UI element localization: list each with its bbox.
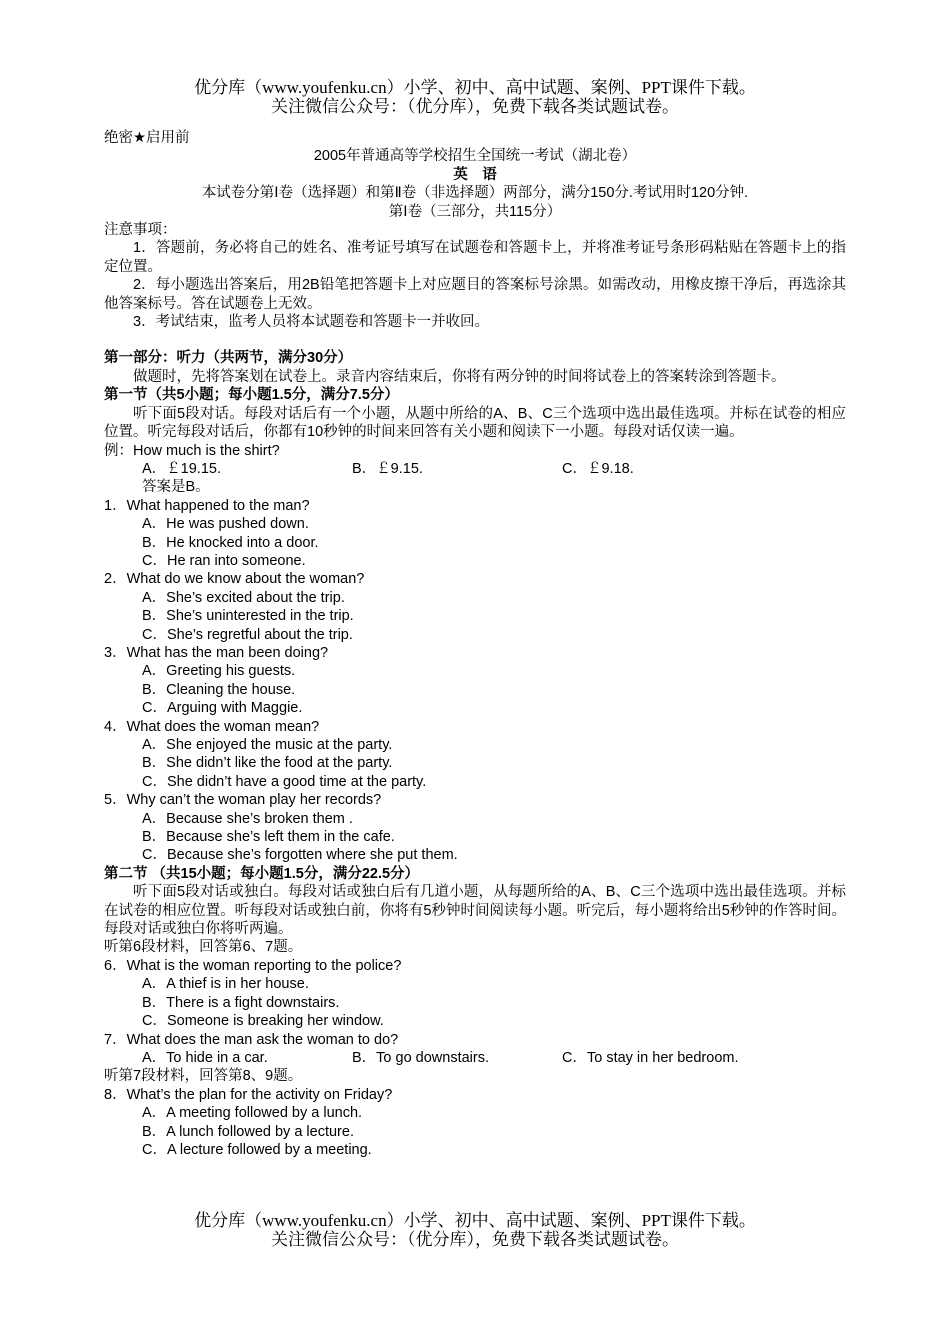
option-b: B．A lunch followed by a lecture. bbox=[142, 1123, 354, 1140]
section2-heading: 第二节 （共15小题；每小题1.5分，满分22.5分） bbox=[104, 865, 420, 882]
question-4 bbox=[104, 718, 846, 792]
option-a: A．A meeting followed by a lunch. bbox=[142, 1105, 363, 1122]
example-option-b: B．￡9.15. bbox=[352, 460, 423, 477]
page-footer bbox=[0, 1211, 950, 1249]
option-c: C．He ran into someone. bbox=[142, 552, 306, 569]
section2-intro: 听下面5段对话或独白。每段对话或独白后有几道小题，从每题所给的A、B、C三个选项中选出最佳选项。并标在试卷的相应位置。听每段对话或独白前，你将有5秒钟时间阅读每小题。听完后，每小题将给出5秒钟的作答时间。每段对话或独白你将听两遍。 bbox=[104, 884, 846, 938]
option-c: C．Arguing with Maggie. bbox=[142, 700, 303, 717]
option-b: B．She didn’t like the food at the party. bbox=[142, 755, 393, 772]
exam-subject: 英 语 bbox=[453, 166, 497, 183]
exam-description: 本试卷分第Ⅰ卷（选择题）和第Ⅱ卷（非选择题）两部分，满分150分.考试用时120分钟. bbox=[201, 185, 749, 202]
option-b: B．He knocked into a door. bbox=[142, 534, 319, 551]
secret-mark: 绝密★启用前 bbox=[104, 130, 190, 146]
question-text: 2．What do we know about the woman? bbox=[104, 571, 365, 588]
options-row bbox=[104, 1049, 846, 1067]
example-options bbox=[104, 460, 846, 478]
part1-heading: 第一部分：听力（共两节，满分30分） bbox=[104, 350, 353, 367]
option-a: A．To hide in a car. bbox=[142, 1049, 268, 1066]
option-c: C．She’s regretful about the trip. bbox=[142, 626, 353, 643]
question-3 bbox=[104, 644, 846, 718]
notice-item-3: 3．考试结束，监考人员将本试题卷和答题卡一并收回。 bbox=[133, 314, 490, 331]
question-6 bbox=[104, 957, 846, 1031]
exam-title: 2005年普通高等学校招生全国统一考试（湖北卷） bbox=[313, 148, 637, 165]
option-c: C．A lecture followed by a meeting. bbox=[142, 1141, 372, 1158]
option-a: A．Greeting his guests. bbox=[142, 663, 296, 680]
option-c: C．Because she’s forgotten where she put them. bbox=[142, 847, 458, 864]
exam-content bbox=[104, 129, 846, 1159]
notice-title: 注意事项： bbox=[104, 222, 177, 239]
material-7-label: 听第7段材料，回答第8、9题。 bbox=[104, 1068, 303, 1085]
question-2 bbox=[104, 570, 846, 644]
question-text: 1．What happened to the man? bbox=[104, 497, 310, 514]
option-a: A．A thief is in her house. bbox=[142, 976, 309, 993]
option-c: C．She didn’t have a good time at the party. bbox=[142, 773, 427, 790]
option-a: A．He was pushed down. bbox=[142, 516, 309, 533]
option-b: B．Cleaning the house. bbox=[142, 681, 296, 698]
example-option-c: C．￡9.18. bbox=[562, 460, 634, 477]
option-a: A．She’s excited about the trip. bbox=[142, 589, 345, 606]
part1-intro: 做题时，先将答案划在试卷上。录音内容结束后，你将有两分钟的时间将试卷上的答案转涂到答题卡。 bbox=[133, 368, 786, 385]
question-text: 5．Why can’t the woman play her records? bbox=[104, 792, 382, 809]
option-c: C．To stay in her bedroom. bbox=[562, 1049, 739, 1066]
notice-item-2: 2．每小题选出答案后，用2B铅笔把答题卡上对应题目的答案标号涂黑。如需改动，用橡皮擦干净后，再选涂其他答案标号。答在试题卷上无效。 bbox=[104, 277, 846, 312]
question-7 bbox=[104, 1031, 846, 1068]
question-text: 3．What has the man been doing? bbox=[104, 644, 329, 661]
question-1 bbox=[104, 497, 846, 571]
footer-line-1: 优分库（www.youfenku.cn）小学、初中、高中试题、案例、PPT课件下载。 bbox=[194, 1211, 756, 1230]
header-line-1: 优分库（www.youfenku.cn）小学、初中、高中试题、案例、PPT课件下载。 bbox=[194, 78, 756, 97]
question-text: 8．What’s the plan for the activity on Friday? bbox=[104, 1086, 393, 1103]
section1-heading: 第一节（共5小题；每小题1.5分，满分7.5分） bbox=[104, 387, 399, 404]
volume-one-title: 第Ⅰ卷（三部分，共115分） bbox=[388, 203, 562, 220]
example-option-a: A．￡19.15. bbox=[142, 460, 221, 477]
option-b: B．There is a fight downstairs. bbox=[142, 994, 340, 1011]
option-b: B．Because she’s left them in the cafe. bbox=[142, 829, 395, 846]
question-text: 6．What is the woman reporting to the police? bbox=[104, 957, 402, 974]
notice-item-1: 1．答题前，务必将自己的姓名、准考证号填写在试题卷和答题卡上，并将准考证号条形码粘贴在答题卡上的指定位置。 bbox=[104, 240, 846, 275]
question-text: 4．What does the woman mean? bbox=[104, 718, 320, 735]
option-b: B．She’s uninterested in the trip. bbox=[142, 608, 354, 625]
option-a: A．Because she’s broken them . bbox=[142, 810, 353, 827]
question-text: 7．What does the man ask the woman to do? bbox=[104, 1031, 399, 1048]
example-answer: 答案是B。 bbox=[142, 479, 210, 496]
footer-line-2: 关注微信公众号：（优分库），免费下载各类试题试卷。 bbox=[271, 1230, 679, 1249]
example-question: 例：How much is the shirt? bbox=[104, 442, 280, 459]
question-5 bbox=[104, 791, 846, 865]
option-c: C．Someone is breaking her window. bbox=[142, 1013, 384, 1030]
option-b: B．To go downstairs. bbox=[352, 1049, 490, 1066]
question-8 bbox=[104, 1086, 846, 1160]
page-header bbox=[0, 78, 950, 116]
option-a: A．She enjoyed the music at the party. bbox=[142, 737, 393, 753]
section1-intro: 听下面5段对话。每段对话后有一个小题，从题中所给的A、B、C三个选项中选出最佳选项。并标在试卷的相应位置。听完每段对话后，你都有10秒钟的时间来回答有关小题和阅读下一小题。每段对话仅读一遍。 bbox=[104, 405, 846, 441]
material-6-label: 听第6段材料，回答第6、7题。 bbox=[104, 939, 303, 956]
header-line-2: 关注微信公众号：（优分库），免费下载各类试题试卷。 bbox=[271, 97, 679, 116]
